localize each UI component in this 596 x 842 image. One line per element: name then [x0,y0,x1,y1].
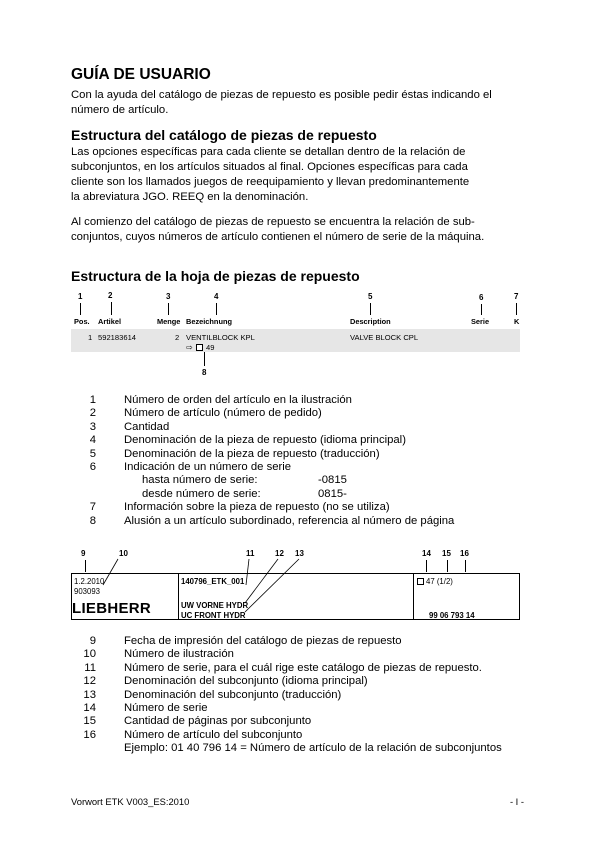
item-text: Número de orden del artículo en la ilustración [124,394,352,406]
figure-catalog-footer [0,545,596,625]
item-number: 12 [83,675,96,688]
parts-row [71,329,520,352]
sub-value: -0815 [318,474,347,487]
footer-doc-id: Vorwort ETK V003_ES:2010 [71,796,190,807]
item-text: Número de ilustración [124,648,234,661]
illustration-number: 903093 [74,587,101,596]
item-number: 8 [89,514,96,527]
item-number: 7 [89,501,96,514]
row-pos: 1 [88,333,93,342]
callout-line [80,303,81,315]
callout-7: 7 [514,292,519,301]
item-text: Denominación de la pieza de repuesto (idioma principal) [124,434,406,447]
list-item [71,675,541,688]
item-text: Fecha de impresión del catálogo de piezas de repuesto [124,635,402,647]
callout-15: 15 [442,549,451,558]
section1-para2 [71,215,531,245]
sub-value: 0815- [318,487,347,500]
row-menge: 2 [175,333,180,342]
list-item [71,421,531,434]
item-text: Denominación del subconjunto (idioma principal) [124,675,368,688]
item-text: Número de artículo del subconjunto [124,728,303,741]
list-item [71,689,541,702]
figure-parts-sheet [0,288,596,378]
divider [413,573,414,620]
callout-line [481,304,482,315]
list-item [71,394,531,407]
item-number: 13 [83,688,96,701]
para-line: conjuntos, cuyos números de artículo contienen el número de serie de la máquina. [71,231,485,243]
item-text: Número de serie [124,701,208,714]
list-item [71,434,531,447]
item-number: 11 [84,661,96,674]
item-number: 2 [89,407,96,420]
subassembly-name-en: UC FRONT HYDR [181,611,246,620]
col-bezeichnung: Bezeichnung [186,317,232,326]
intro-paragraph [71,88,531,118]
arrow-icon: ⇨ [186,343,193,352]
list-item [71,461,531,474]
callout-14: 14 [422,549,431,558]
callout-2: 2 [108,291,113,300]
callout-11: 11 [246,549,255,558]
callout-9: 9 [81,549,86,558]
callout-8: 8 [202,368,207,377]
list-subitem [71,488,531,501]
example-text: Ejemplo: 01 40 796 14 = Número de artículo de la relación de subconjuntos [124,742,502,755]
callout-line [216,303,217,315]
list-example [71,742,541,755]
item-text: Alusión a un artículo subordinado, referencia al número de página [124,514,455,527]
row-artikel: 592183614 [98,333,137,342]
col-k: K [514,317,520,326]
item-text: Cantidad de páginas por subconjunto [124,715,312,728]
row-description: VALVE BLOCK CPL [350,333,419,342]
subassembly-box-icon [196,344,203,351]
row-bezeichnung: VENTILBLOCK KPL [186,333,255,342]
item-text: Número de artículo (número de pedido) [124,407,322,420]
para-line: cliente son los llamados juegos de reequipamiento y llevan predominantemente [71,176,470,188]
para-line: subconjuntos, en los artículos situados al final. Opciones específicas para cada [71,161,468,173]
print-date: 1.2.2010 [74,577,105,586]
footer-page-number: - I - [509,796,524,807]
item-number: 14 [83,701,96,714]
sub-label: desde número de serie: [142,487,261,500]
item-number: 10 [83,648,96,661]
col-serie: Serie [471,317,490,326]
item-text: Indicación de un número de serie [124,460,292,473]
callout-line [111,302,112,315]
col-menge: Menge [157,317,181,326]
legend-list-1 [71,394,531,528]
callout-5: 5 [368,292,373,301]
list-item [71,715,541,728]
legend-list-2 [71,635,541,756]
list-item [71,648,541,661]
para-line: Al comienzo del catálogo de piezas de repuesto se encuentra la relación de sub- [71,216,475,228]
item-number: 6 [89,460,96,473]
sub-label: hasta número de serie: [142,474,258,487]
callout-12: 12 [275,549,284,558]
pages-count: 47 (1/2) [426,577,453,586]
subassembly-box-icon [417,578,424,585]
col-pos: Pos. [74,317,90,326]
callout-6: 6 [479,293,484,302]
brand-logo: LIEBHERR [72,600,152,617]
item-text: Información sobre la pieza de repuesto (no se utiliza) [124,501,390,514]
para-line: Las opciones específicas para cada cliente se detallan dentro de la relación de [71,146,466,158]
list-item [71,448,531,461]
callout-13: 13 [295,549,304,558]
item-number: 3 [89,420,96,433]
item-number: 1 [89,394,96,406]
callout-4: 4 [214,292,219,301]
callout-3: 3 [166,292,171,301]
list-item [71,729,541,742]
item-number: 9 [89,635,96,647]
callout-line [370,303,371,315]
item-number: 5 [89,447,96,460]
item-number: 16 [83,728,96,741]
list-item [71,635,541,648]
page-title: GUÍA DE USUARIO [71,66,211,83]
section1-heading: Estructura del catálogo de piezas de repuesto [71,127,377,143]
callout-line [168,303,169,315]
item-text: Número de serie, para el cuál rige este catálogo de piezas de repuesto. [124,661,482,674]
subassembly-name-de: UW VORNE HYDR [181,601,249,610]
para-line: la abreviatura JGO. REEQ en la denominación. [71,191,309,203]
item-number: 15 [83,715,96,728]
list-item [71,501,531,514]
item-text: Denominación del subconjunto (traducción) [124,688,342,701]
item-number: 4 [89,434,96,447]
callout-line [204,352,205,366]
item-text: Cantidad [124,420,170,433]
list-item [71,515,531,528]
row-ref-page: 49 [206,343,215,352]
subassembly-article: 99 06 793 14 [429,611,475,620]
callout-1: 1 [78,292,83,301]
section1-para1 [71,145,531,205]
catalog-serial: 140796_ETK_001 [181,577,245,586]
intro-line: Con la ayuda del catálogo de piezas de repuesto es posible pedir éstas indicando el [71,89,492,101]
intro-line: número de artículo. [71,104,169,116]
list-item [71,702,541,715]
list-item [71,407,531,420]
col-description: Description [350,317,391,326]
section2-heading: Estructura de la hoja de piezas de repuesto [71,268,360,284]
callout-line [516,303,517,315]
list-item [71,662,541,675]
item-text: Denominación de la pieza de repuesto (traducción) [124,447,380,460]
list-subitem [71,474,531,487]
divider [178,573,179,620]
callout-10: 10 [119,549,128,558]
callout-16: 16 [460,549,469,558]
col-artikel: Artikel [98,317,122,326]
